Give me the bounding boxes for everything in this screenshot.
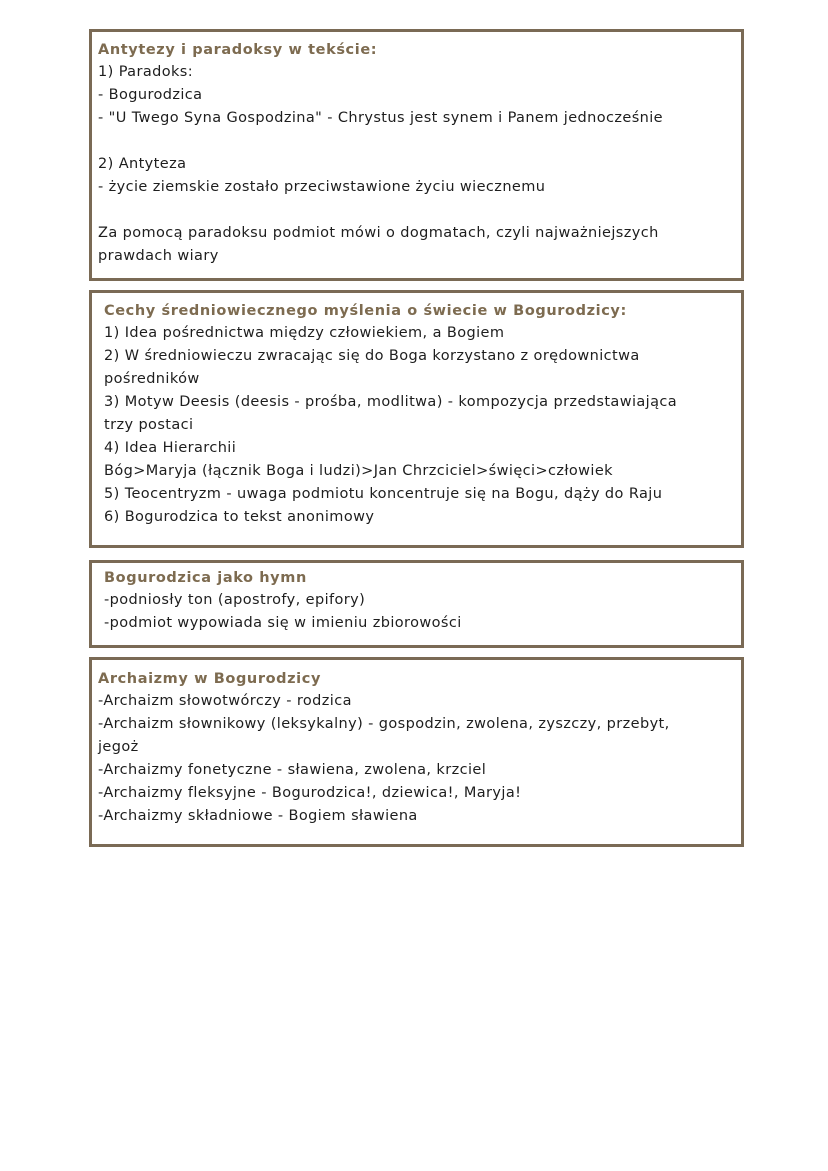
text-line: 2) W średniowieczu zwracając się do Boga korzystano z orędownictwa <box>104 348 640 364</box>
section-antithesis-paradox <box>89 29 744 281</box>
text-line: 3) Motyw Deesis (deesis - prośba, modlitwa) - kompozycja przedstawiająca <box>104 394 678 410</box>
blank-line <box>98 199 741 222</box>
section-title: Cechy średniowiecznego myślenia o świecie w Bogurodzicy: <box>104 303 627 319</box>
text-line: -Archaizm słowotwórczy - rodzica <box>98 693 352 709</box>
text-line: Za pomocą paradoksu podmiot mówi o dogmatach, czyli najważniejszych <box>98 225 659 241</box>
text-line: trzy postaci <box>104 417 194 433</box>
text-line: -podmiot wypowiada się w imieniu zbiorowości <box>104 615 462 631</box>
section-title: Archaizmy w Bogurodzicy <box>98 671 322 687</box>
section-title: Bogurodzica jako hymn <box>104 570 307 586</box>
text-line: -Archaizmy fonetyczne - sławiena, zwolena, krzciel <box>98 762 487 778</box>
blank-line <box>98 130 741 153</box>
text-line: -Archaizm słownikowy (leksykalny) - gospodzin, zwolena, zyszczy, przebyt, <box>98 716 670 732</box>
text-line: -podniosły ton (apostrofy, epifory) <box>104 592 366 608</box>
text-line: jegoż <box>98 739 139 755</box>
text-line: 5) Teocentryzm - uwaga podmiotu koncentruje się na Bogu, dąży do Raju <box>104 486 663 502</box>
text-line: - "U Twego Syna Gospodzina" - Chrystus jest synem i Panem jednocześnie <box>98 110 664 126</box>
text-line: 6) Bogurodzica to tekst anonimowy <box>104 509 375 525</box>
text-line: - Bogurodzica <box>98 87 203 103</box>
text-line: prawdach wiary <box>98 248 219 264</box>
text-line: 1) Idea pośrednictwa między człowiekiem, a Bogiem <box>104 325 505 341</box>
text-line: 2) Antyteza <box>98 156 187 172</box>
text-line: Bóg>Maryja (łącznik Boga i ludzi)>Jan Chrzciciel>święci>człowiek <box>104 463 613 479</box>
section-title: Antytezy i paradoksy w tekście: <box>98 42 378 58</box>
section-medieval-thinking <box>89 290 744 548</box>
text-line: pośredników <box>104 371 200 387</box>
text-line: 1) Paradoks: <box>98 64 194 80</box>
text-line: -Archaizmy fleksyjne - Bogurodzica!, dziewica!, Maryja! <box>98 785 522 801</box>
text-line: -Archaizmy składniowe - Bogiem sławiena <box>98 808 418 824</box>
section-archaisms <box>89 657 744 847</box>
section-hymn <box>89 560 744 648</box>
text-line: - życie ziemskie zostało przeciwstawione życiu wiecznemu <box>98 179 546 195</box>
text-line: 4) Idea Hierarchii <box>104 440 237 456</box>
